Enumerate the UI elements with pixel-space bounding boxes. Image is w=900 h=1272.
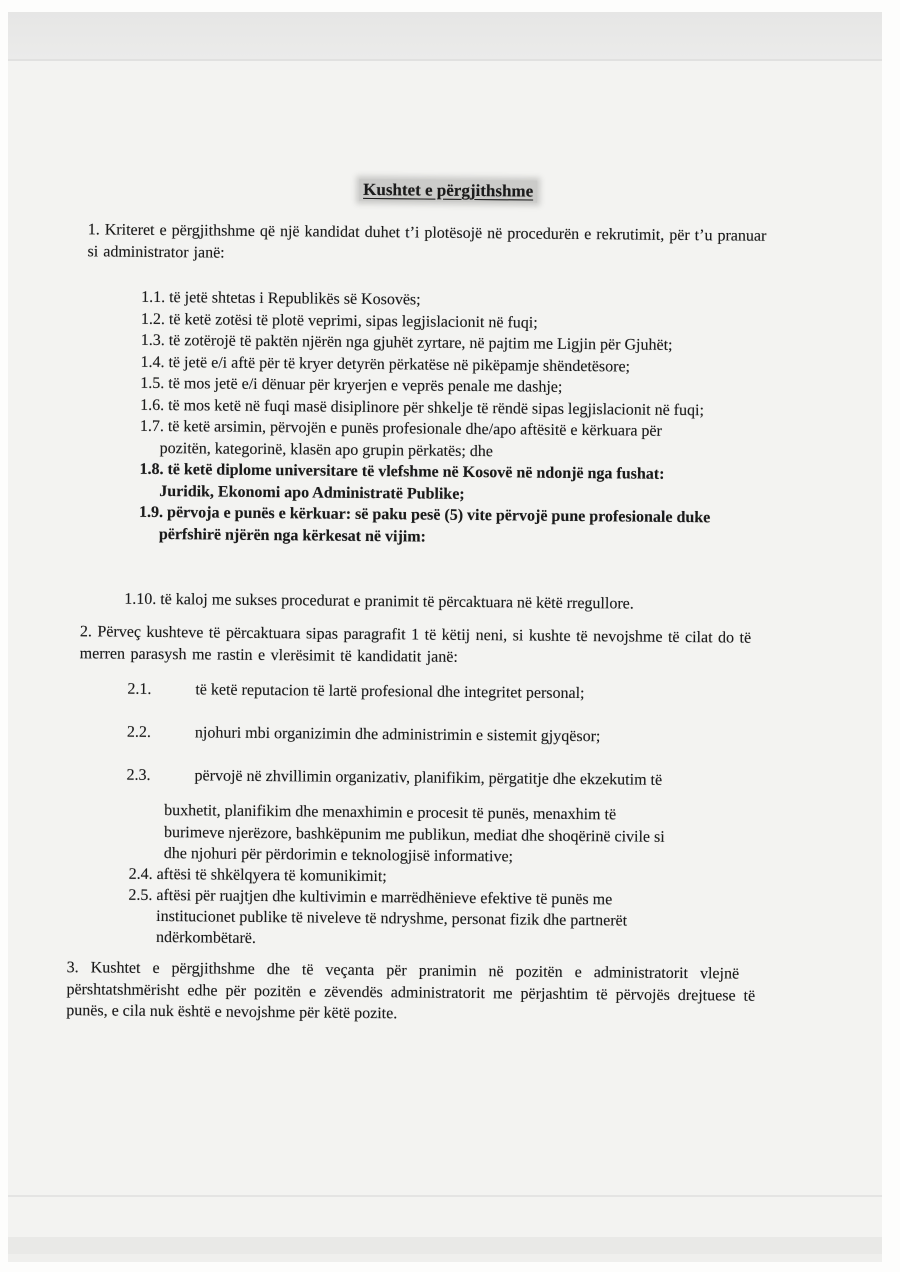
list-item — [139, 459, 799, 508]
list-item — [139, 502, 799, 551]
text-line: 1.10. të kaloj me sukses procedurat e pranimit të përcaktuara në këtë rregullore. — [124, 590, 634, 613]
text-line: merren parasysh me rastin e vlerësimit të kandidatit janë: — [79, 645, 458, 666]
criteria-list-1 — [139, 287, 801, 551]
text-line: përfshirë njërën nga kërkesat në vijim: — [158, 525, 427, 546]
text-line: 1.2. të ketë zotësi të plotë veprimi, sipas legjislacionit në fuqi; — [140, 310, 538, 332]
item-number: 1.4. — [140, 353, 165, 371]
list-item — [128, 885, 789, 954]
item-number: 1.5. — [140, 374, 165, 393]
criteria-list-2 — [126, 679, 807, 815]
item-number: 1.10. — [124, 590, 157, 608]
document-title-row — [0, 175, 898, 206]
item-number: 1.1. — [141, 288, 166, 307]
text-line: burimeve njerëzore, bashkëpunim me publikun, mediat dhe shoqërinë civile si — [163, 823, 665, 846]
text-line: 1.4. të jetë e/i aftë për të kryer detyrën përkatëse në pikëpamje shëndetësore; — [140, 353, 631, 375]
text-line: Juridik, Ekonomi apo Administratë Publike; — [159, 482, 465, 503]
text-line: 2.3. përvojë në zhvillimin organizativ, planifikim, përgatitje dhe ekzekutim të — [126, 766, 663, 789]
text-line: 1.8. të ketë diplome universitare të vlefshme në Kosovë në ndonjë nga fushat: — [139, 460, 665, 483]
text-line: dhe njohuri për përdorimin e teknologjisë informative; — [163, 845, 514, 866]
text-line: si administrator janë: — [87, 242, 225, 262]
text-line: 2.4. aftësi të shkëlqyera të komunikimit; — [128, 865, 387, 886]
paragraph-2 — [80, 621, 866, 673]
text-line: 1.9. përvoja e punës e kërkuar: së paku pesë (5) vite përvojë pune profesionale duke — [139, 503, 711, 527]
text-line: 3. Kushtet e përgjithshme dhe të veçanta për pranimin në pozitën e administratorit vlejnë — [66, 959, 740, 983]
item-number: 2.1. — [127, 680, 152, 698]
text-line: punës, e cila nuk është e nevojshme për këtë pozite. — [66, 1002, 398, 1023]
text-line: 2.2. njohuri mbi organizimin dhe administrimin e sistemit gjyqësor; — [126, 723, 601, 746]
text-line: 2.1. të ketë reputacion të lartë profesional dhe integritet personal; — [127, 680, 585, 703]
item-number: 2.2. — [126, 723, 152, 741]
criteria-item-1-10 — [124, 589, 804, 617]
text-line: institucionet publike të niveleve të ndryshme, personat fizik dhe partnerët — [156, 907, 628, 930]
list-item — [127, 722, 807, 751]
text-line: 2. Përveç kushteve të përcaktuara sipas paragrafit 1 të këtij neni, si kushte të nevojshme të cilat do të — [79, 623, 752, 647]
text-line: 2.5. aftësi për ruajtjen dhe kultivimin e marrëdhënieve efektive të punës me — [128, 886, 613, 909]
text-line: pozitën, kategorinë, klasën apo grupin përkatës; dhe — [159, 439, 493, 460]
text-line: 1.7. të ketë arsimin, përvojën e punës profesionale dhe/apo aftësitë e kërkuara për — [139, 417, 662, 440]
paragraph-3 — [66, 957, 859, 1029]
item-number: 1.6. — [140, 396, 165, 414]
item-number: 2.5. — [128, 886, 153, 904]
item-number: 1.7. — [139, 417, 164, 436]
document-title: Kushtet e përgjithshme — [359, 179, 537, 202]
paragraph-1 — [87, 219, 869, 270]
text-line: përshtatshmërisht edhe për pozitën e zëvendës administratorit me përjashtim të përvojës drejtuese të — [66, 980, 756, 1005]
text-line: 1.5. të mos jetë e/i dënuar për kryerjen e veprës penale me dashje; — [140, 374, 563, 396]
item-number: 1.8. — [139, 460, 164, 479]
text-line: buxhetit, planifikim dhe menaxhimin e procesit të punës, menaxhim të — [164, 802, 617, 824]
item-number: 1.9. — [139, 503, 164, 522]
text-line: 1.6. të mos ketë në fuqi masë disiplinore për shkelje të rëndë sipas legjislacionit në fuqi; — [140, 396, 705, 419]
text-line: 1.1. të jetë shtetas i Republikës së Kosovës; — [141, 288, 421, 309]
criteria-list-2b — [128, 864, 789, 954]
list-item — [127, 679, 807, 708]
list-item — [124, 589, 804, 617]
item-number: 1.2. — [140, 310, 166, 328]
text-line: 1. Kriteret e përgjithshme që një kandidat duhet t’i plotësojë në procedurën e rekrutimit, për t’u pranuar — [87, 221, 767, 245]
text-line: 1.3. të zotërojë të paktën njërën nga gjuhët zyrtare, në pajtim me Ligjin për Gjuhët; — [140, 331, 673, 354]
text-line: ndërkombëtarë. — [155, 928, 257, 947]
item-number: 2.4. — [128, 865, 153, 883]
item-number: 2.3. — [126, 766, 151, 784]
item-number: 1.3. — [140, 331, 165, 350]
item-2-3-continuation — [164, 800, 785, 870]
list-item — [140, 416, 800, 465]
list-item — [126, 765, 806, 794]
